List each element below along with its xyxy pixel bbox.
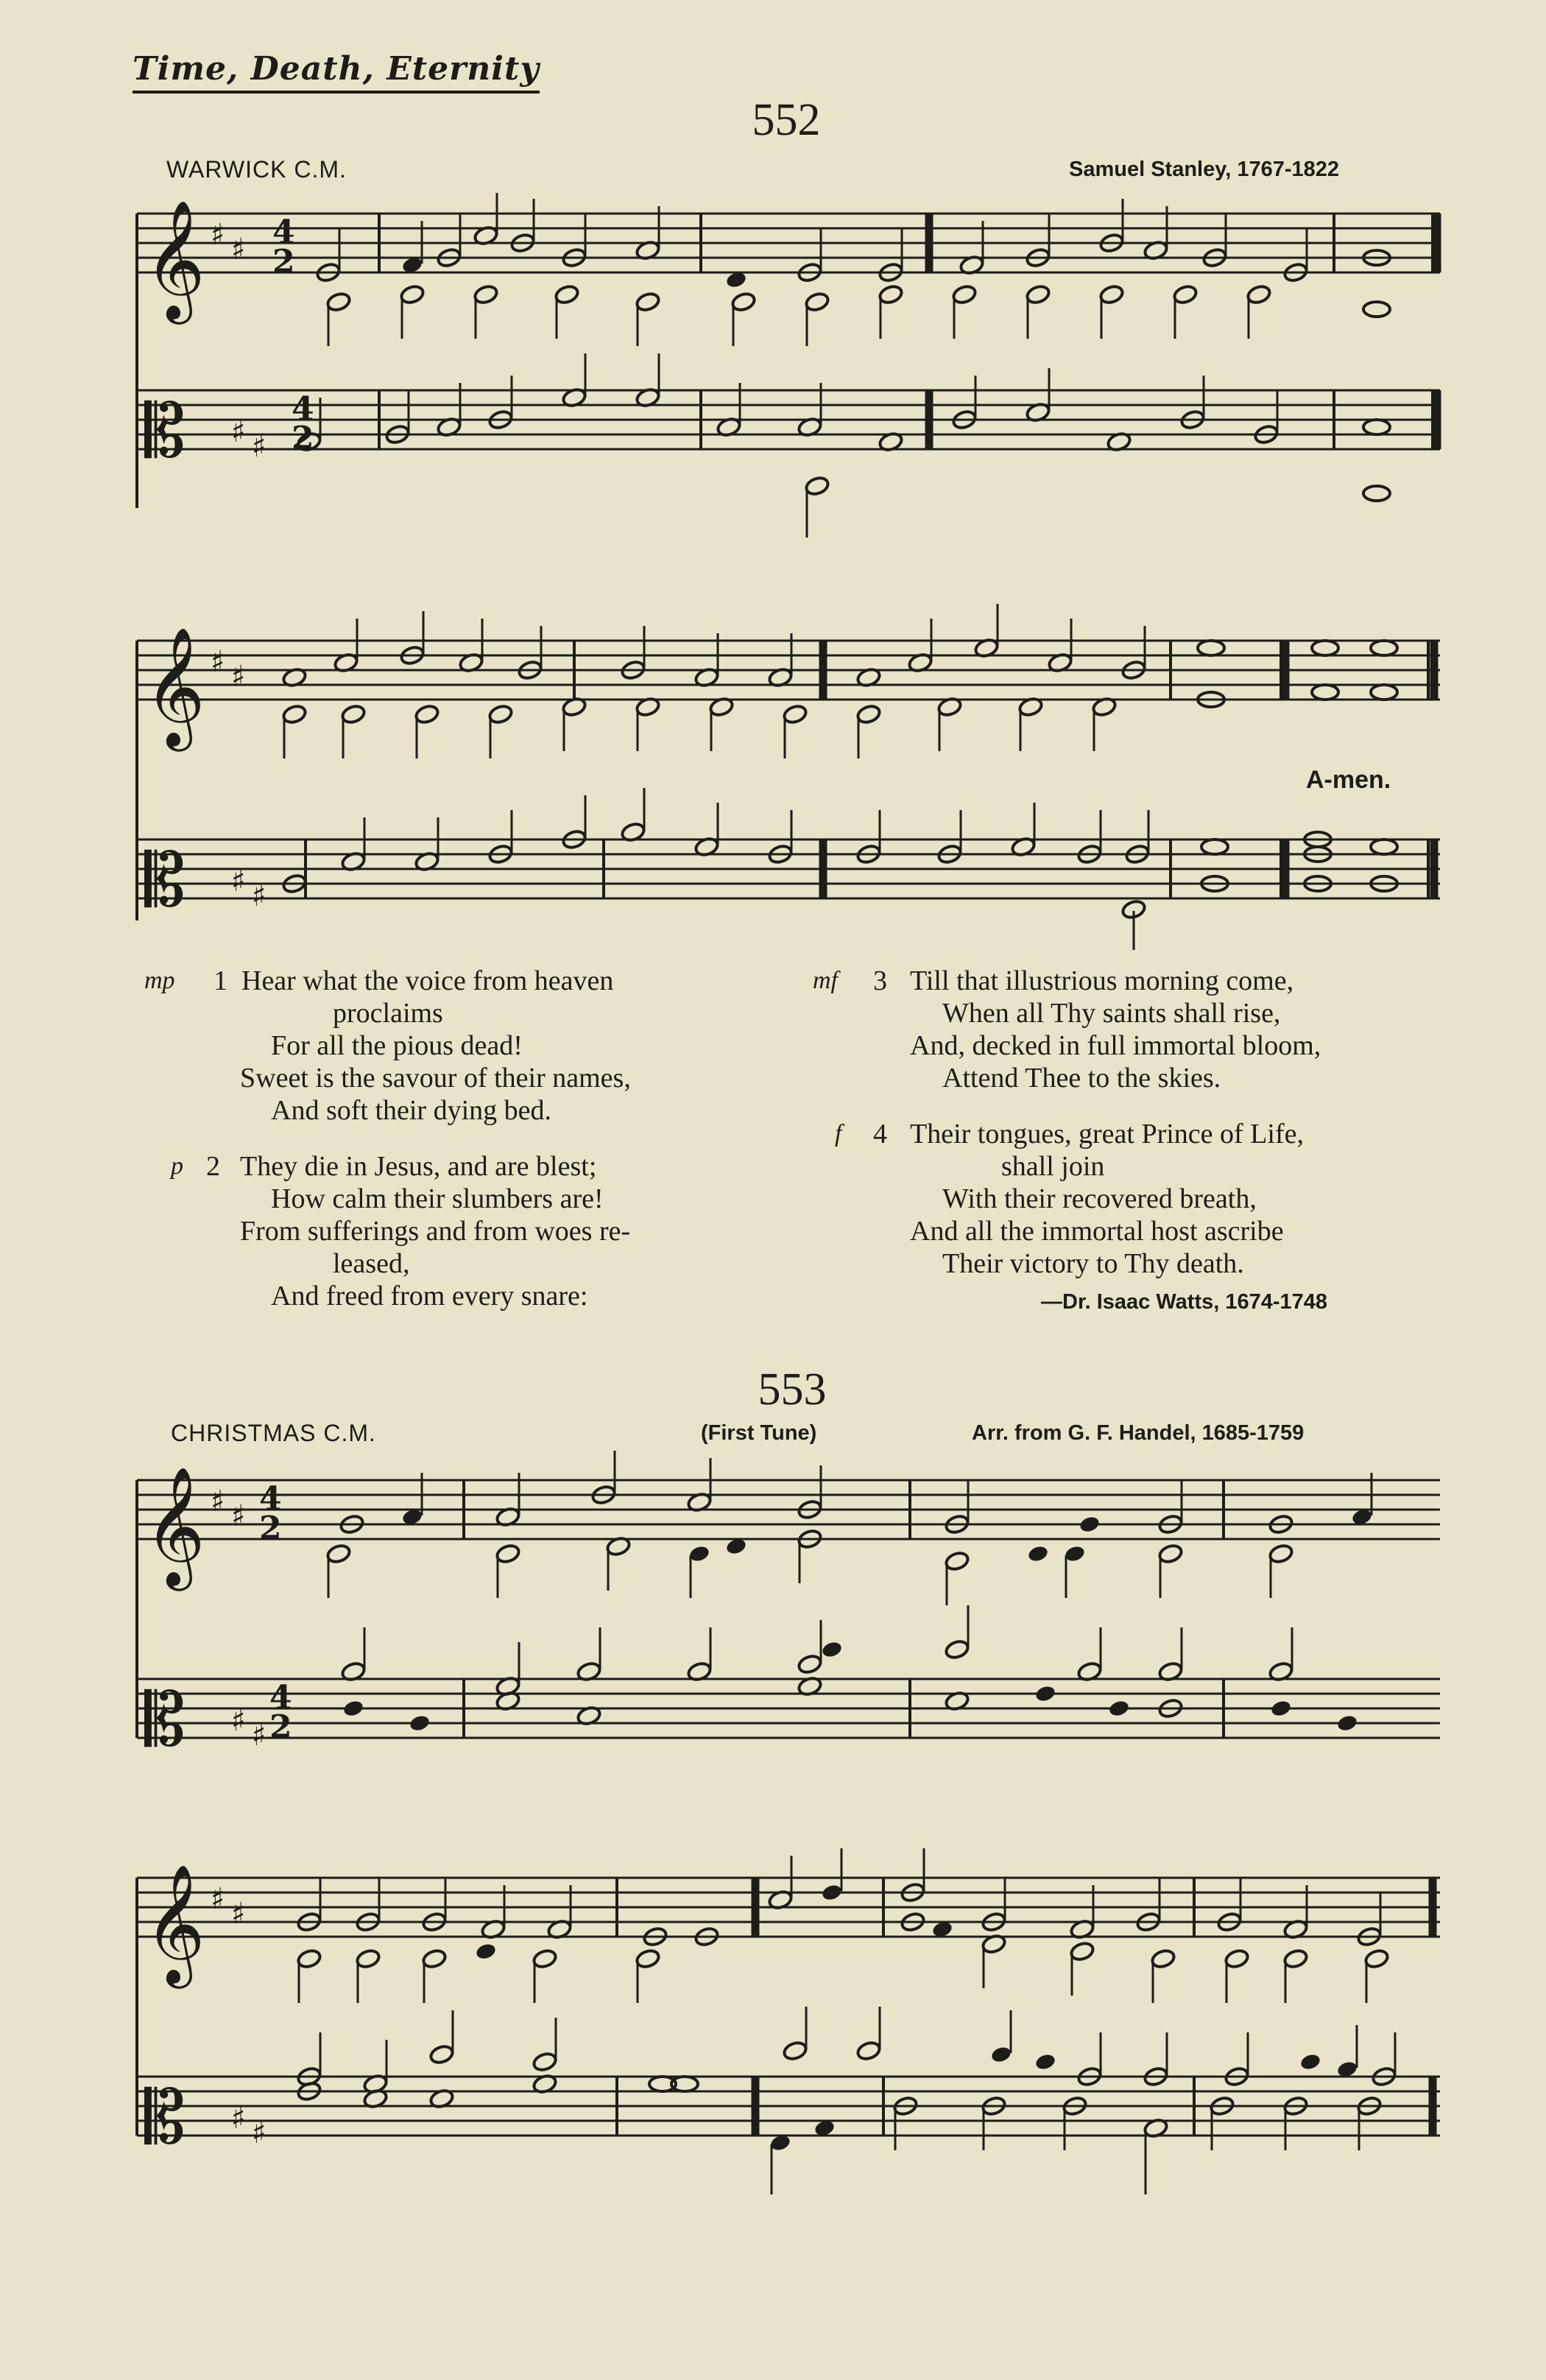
svg-text:♯: ♯	[231, 233, 246, 267]
svg-text:♯: ♯	[231, 1499, 246, 1533]
hymn-number-553: 553	[758, 1365, 827, 1415]
verse-number: 1	[213, 965, 227, 996]
verse-number: 2	[206, 1151, 220, 1182]
tune-note-553: (First Tune)	[701, 1421, 817, 1445]
verse-column-right	[813, 965, 1461, 1280]
verse-line: Till that illustrious morning come,	[910, 965, 1294, 996]
verse-line: When all Thy saints shall rise,	[942, 998, 1281, 1029]
verse-number: 3	[873, 965, 887, 996]
svg-text:4: 4	[259, 1480, 282, 1518]
verse-line: And soft their dying bed.	[271, 1095, 552, 1126]
verse-line: Their tongues, great Prince of Life,	[910, 1119, 1304, 1149]
svg-text:♯: ♯	[252, 430, 267, 464]
hymn-author: —Dr. Isaac Watts, 1674-1748	[1041, 1290, 1328, 1314]
verse-2	[144, 1150, 792, 1312]
verse-line: From sufferings and from woes re-	[240, 1216, 631, 1247]
svg-text:♯: ♯	[211, 218, 225, 252]
svg-text:♯: ♯	[252, 879, 267, 913]
system-552-1	[137, 193, 1440, 538]
time-sig-top: 4	[272, 214, 295, 251]
amen-label: A-men.	[1306, 766, 1391, 794]
svg-text:♯: ♯	[211, 645, 225, 679]
svg-text:4: 4	[292, 390, 314, 428]
dynamic-mark: mf	[813, 967, 838, 994]
svg-text:𝄞: 𝄞	[144, 1466, 205, 1586]
section-title: Time, Death, Eternity	[133, 50, 540, 94]
svg-text:2: 2	[292, 420, 314, 457]
composer-552: Samuel Stanley, 1767-1822	[1069, 158, 1340, 181]
verse-line: They die in Jesus, and are blest;	[240, 1151, 597, 1182]
svg-text:♯: ♯	[231, 415, 246, 449]
hymn-number-552: 552	[752, 95, 821, 145]
svg-text:𝄡: 𝄡	[144, 388, 186, 474]
verse-line: And, decked in full immortal bloom,	[910, 1030, 1321, 1061]
tune-name-553: CHRISTMAS C.M.	[171, 1420, 376, 1446]
svg-text:♯: ♯	[211, 1485, 225, 1518]
svg-text:𝄡: 𝄡	[144, 2074, 186, 2161]
system-553-1	[137, 1451, 1440, 1763]
dynamic-mark: mp	[144, 967, 175, 994]
dynamic-mark: f	[835, 1120, 842, 1147]
verse-line: proclaims	[333, 998, 443, 1029]
svg-text:4: 4	[269, 1679, 292, 1717]
verse-line: Hear what the voice from heaven	[241, 965, 614, 996]
svg-text:♯: ♯	[252, 2116, 267, 2150]
verse-number: 4	[873, 1119, 887, 1149]
svg-text:𝄞: 𝄞	[144, 1864, 205, 1984]
verse-line: With their recovered breath,	[942, 1183, 1257, 1214]
verse-line: For all the pious dead!	[271, 1030, 523, 1061]
tune-name-552: WARWICK C.M.	[166, 156, 347, 183]
svg-text:♯: ♯	[231, 660, 246, 694]
verse-column-left	[144, 965, 792, 1312]
svg-text:♯: ♯	[231, 1704, 246, 1738]
svg-text:2: 2	[259, 1510, 282, 1547]
verse-line: Sweet is the savour of their names,	[240, 1063, 631, 1094]
svg-text:♯: ♯	[231, 2102, 246, 2136]
svg-text:2: 2	[269, 1708, 292, 1746]
verse-line: Attend Thee to the skies.	[942, 1063, 1221, 1094]
system-552-2	[137, 604, 1440, 950]
verse-line: And all the immortal host ascribe	[910, 1216, 1284, 1247]
verse-line: And freed from every snare:	[271, 1281, 588, 1312]
system-553-2	[137, 1848, 1440, 2194]
dynamic-mark: p	[171, 1152, 183, 1180]
verse-4	[813, 1118, 1461, 1280]
svg-text:𝄡: 𝄡	[144, 837, 186, 923]
svg-text:2: 2	[272, 243, 295, 281]
verse-line: How calm their slumbers are!	[271, 1183, 604, 1214]
verse-line: shall join	[1001, 1151, 1105, 1182]
svg-text:♯: ♯	[211, 1882, 225, 1916]
composer-553: Arr. from G. F. Handel, 1685-1759	[972, 1421, 1305, 1445]
verse-line: Their victory to Thy death.	[942, 1248, 1244, 1279]
verse-3	[813, 965, 1461, 1094]
verse-line: leased,	[333, 1248, 410, 1279]
svg-text:𝄡: 𝄡	[144, 1677, 186, 1763]
verse-1	[144, 965, 792, 1127]
svg-text:♯: ♯	[231, 865, 246, 898]
svg-text:𝄞: 𝄞	[144, 200, 205, 320]
svg-text:𝄞: 𝄞	[144, 627, 205, 747]
svg-text:♯: ♯	[231, 1897, 246, 1931]
svg-text:♯: ♯	[252, 1719, 267, 1753]
